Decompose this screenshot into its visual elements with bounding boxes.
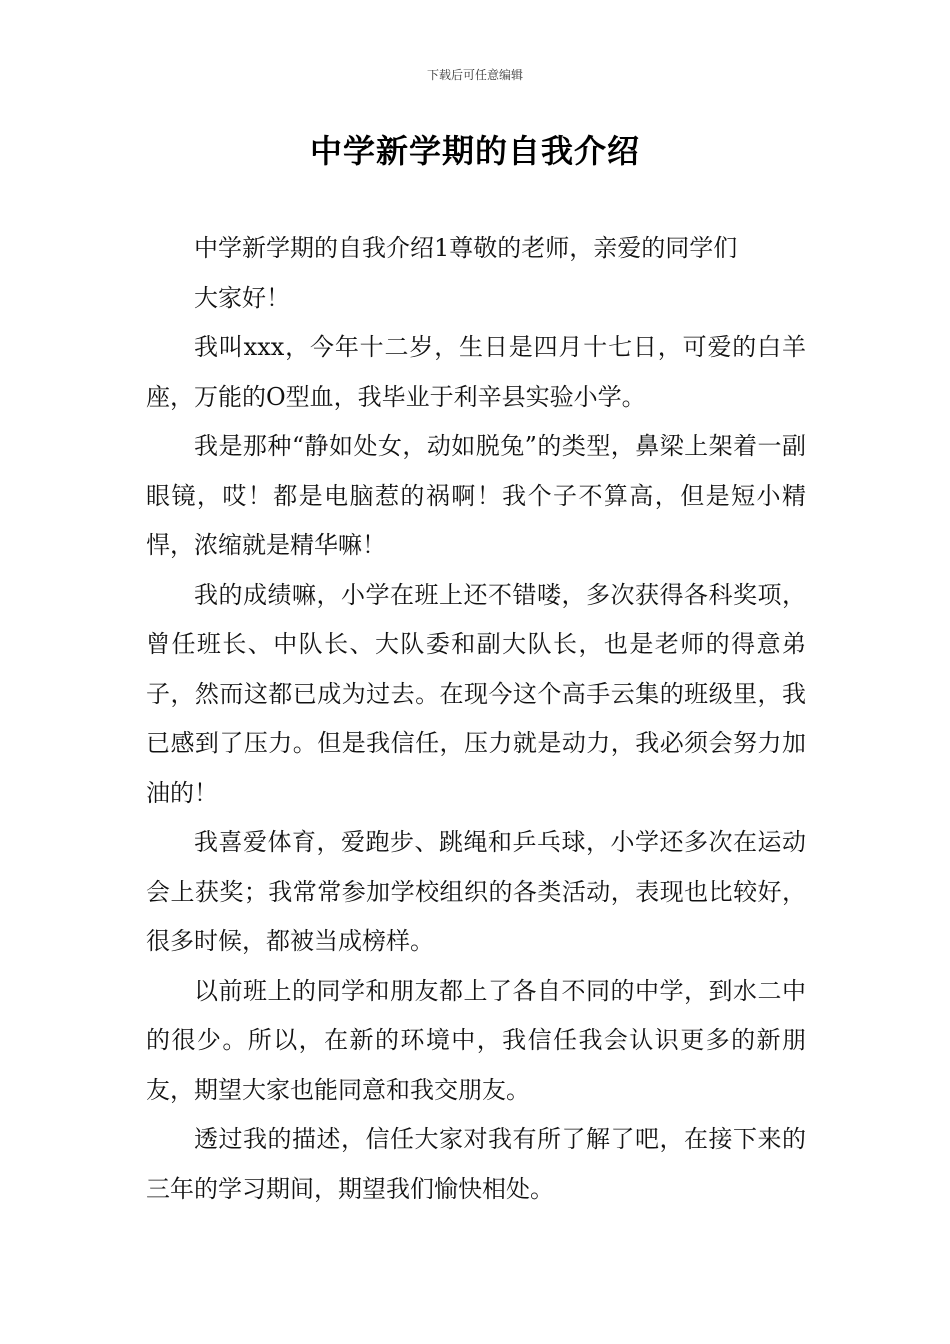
paragraph-3: 我叫xxx，今年十二岁，生日是四月十七日，可爱的白羊座，万能的O型血，我毕业于利辛县实验小学。 (146, 333, 806, 411)
document-title: 中学新学期的自我介绍 (309, 132, 640, 170)
paragraph-5: 我的成绩嘛，小学在班上还不错喽，多次获得各科奖项，曾任班长、中队长、大队委和副大队长，也是老师的得意弟子，然而这都已成为过去。在现今这个高手云集的班级里，我已感到了压力。但是我信任，压力就是动力，我必须会努力加油的！ (146, 580, 806, 807)
paragraph-2: 大家好！ (194, 283, 290, 312)
header-note: 下载后可任意编辑 (426, 68, 523, 82)
paragraph-8: 透过我的描述，信任大家对我有所了解了吧，在接下来的三年的学习期间，期望我们愉快相处。 (146, 1125, 806, 1203)
paragraph-4: 我是那种“静如处女，动如脱兔”的类型，鼻梁上架着一副眼镜，哎！都是电脑惹的祸啊！我个子不算高，但是短小精悍，浓缩就是精华嘛！ (146, 432, 806, 559)
paragraph-6: 我喜爱体育，爱跑步、跳绳和乒乓球，小学还多次在运动会上获奖；我常常参加学校组织的各类活动，表现也比较好，很多时候，都被当成榜样。 (146, 828, 806, 955)
paragraph-7: 以前班上的同学和朋友都上了各自不同的中学，到水二中的很少。所以，在新的环境中，我信任我会认识更多的新朋友，期望大家也能同意和我交朋友。 (146, 976, 806, 1104)
paragraph-1: 中学新学期的自我介绍1尊敬的老师，亲爱的同学们 (194, 234, 738, 262)
document-body (146, 224, 806, 1214)
